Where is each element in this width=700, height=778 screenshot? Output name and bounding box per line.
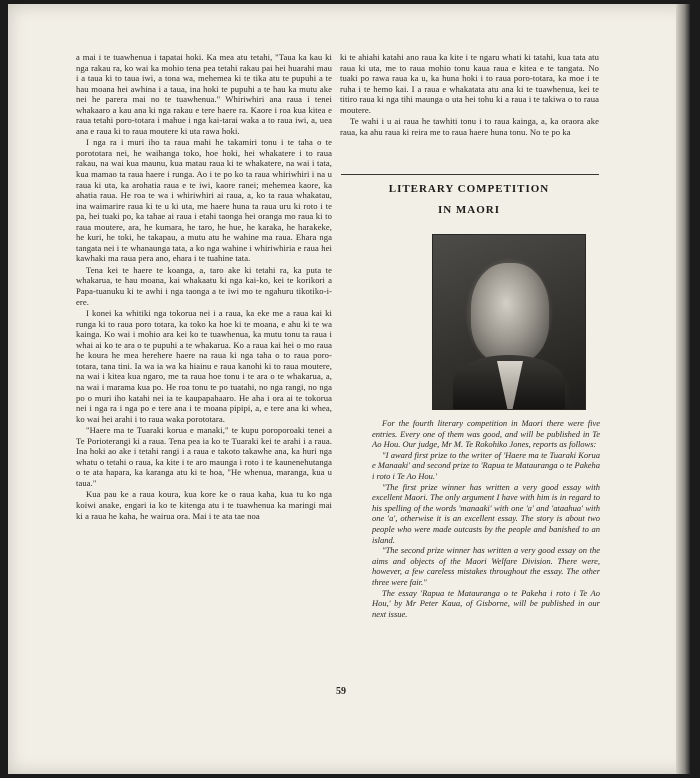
article-paragraph-5: The essay 'Rapua te Matauranga o te Pakeha i roto i Te Ao Hou,' by Mr Peter Kaua, of Gisborne, will be published in our next issue. [372,587,600,619]
story-paragraph-4: I konei ka whitiki nga tokorua nei i a raua, ka eke me a raua kai ki runga ki to raua poro totara, ka toko ka hoe ki te moana, e ahu ki te wa kainga. Ko wai i mohio ara kei ko te tuawhenua, ka mutu tonu ta raua i whai ai ko te ara o te pupuhi a te whakarua. Ko a raua kai hei o mo raua he koura he mea herehere haere na raua ki nga taha o to raua poro-totara, tana tini. Ia wa ia wa ka hiainu e raua kanohi ki to raua moutere, na wai i kitea kua ngaro, me ta raua hoe tonu i te ara o te whakarua, a, na wai i marama kua po. He roa tonu te po tuatahi, no nga rangi, no nga po o muri iho katahi nei ia te kaupapahaaro. He aha i ora ai te tokorua nei i nga ra i nga po e tere ana i te moana pipipi, a, e tere ana ki whea, ko wai hei arahi i to raua waka porototara. [76,308,332,424]
story-continued-paragraph-1: ki te ahiahi katahi ano raua ka kite i te ngaru whati ki tatahi, kua tata atu raua ki uta, me to raua mohio tonu kaua raua e kitea e te tangata. No tuaki po rawa raua ka u, ka huna hoki i to raua poro-totara, ka moe i te ruha i te hemo kai. I a raua e whakatata atu ana ki te tuawhenua, kei te titiro raua ki nga tihi maunga o uta hei tohu ki a raua i te takiwa o to raua moutere. [340,52,599,115]
page-number: 59 [336,686,346,697]
story-continued-paragraph-2: Te wahi i u ai raua he tawhiti tonu i to raua kainga, a, ka oraora ake raua, ka ahu raua ki reira me to raua haere huna tonu. No te po ka [340,116,599,137]
article-paragraph-1: For the fourth literary competition in Maori there were five entries. Every one of them was good, and will be published in Te Ao Hou. Our judge, Mr M. Te Rokohiko Jones, reports as follows: [372,418,600,450]
right-column-story-continued [340,52,599,138]
competition-article [372,418,600,619]
story-paragraph-2: I nga ra i muri iho ta raua mahi he takamiri tonu i te taha o te porototara nei, he waihanga toko, hoe hoki, hei whakatere i to raua rakau, na wai kua maunu, kua matau raua ki te whakatere, na wai i tata, kua mamao ta raua haere i runga. Ao i te po ko ta raua whiriwhiri i na u raua ki uta, ka arohatia raua e te iwi, kaore ranei; mehemea kaore, ka ahatia raua. He roa te wa i whiriwhiri ai raua, a, ko ta raua whakatau, ina waimarire raua ki te u ki uta, me haere huna ta raua uru ki roto i te pa, hei tuaki po, ka tahae ai raua i etahi taonga hei oranga mo raua ki to raua moutere, ara, he kumara, he taro, he hue, he karaka, he harakeke, he kuri, he toki, he takapau, a mutu atu he wahine ma raua. Ehara nga tangata nei i te whanaunga tata, a ko nga wahine i whiriwhiria e raua hei kawhaki ma raua pera ano, ehara i te tuahine tata. [76,137,332,264]
portrait-face [471,263,549,363]
headline-line-2: IN MAORI [437,204,500,216]
article-paragraph-3: "The first prize winner has written a very good essay with excellent Maori. The only argument I have with him is in regard to his spelling of the words 'manaaki' with one 'a' and 'ataahua' with one 'a', otherwise it is an excellent essay. The story is about two people who were made outcasts by the people and banished to an island. [372,481,600,545]
section-divider-top [341,174,599,175]
left-column-story [76,52,332,522]
article-paragraph-4: "The second prize winner has written a very good essay on the aims and objects of the Maori Welfare Division. There were, however, a few careless mistakes throughout the essay. The other three were fair." [372,545,600,587]
page-binding-shadow [676,4,690,774]
story-paragraph-5: "Haere ma te Tuaraki korua e manaki," te kupu poroporoaki tenei a Te Porioterangi ki a raua. Tena pea ia ko te Tuaraki kei te arahi i a raua. Ina hoki ao ake i tetahi rangi i a raua e takoto takawhe ana, ka huri nga whatu o tetahi o raua, ka kite i te aro maunga i roto i te kaunenehutanga o te ata hapara, ka karanga atu ki te hoa, "He whenua, maranga, kua u taua." [76,425,332,488]
story-paragraph-6: Kua pau ke a raua koura, kua kore ke o raua kaha, kua tu ko nga koiwi anake, engari ia ko te kitenga atu i te tuawhenua ka maringi mai ki a raua he kaha, he wairua ora. Mai i te ata tae noa [76,489,332,521]
magazine-page [8,4,690,774]
article-paragraph-2: "I award first prize to the writer of 'Haere ma te Tuaraki Korua e Manaaki' and second prize to 'Rapua te Matauranga o te Pakeha i roto i Te Ao Hou.' [372,449,600,481]
story-paragraph-1: a mai i te tuawhenua i tapatai hoki. Ka mea atu tetahi, "Taua ka kau ki nga rakau ra, ko wai ka mohio tena pea tetahi rakau pai hei huarahi mau i a taua ki to taua iwi, a tona wa, mehemea ki te tika atu te pupuhi a te hau moana hei awhina i a taua, ina hoki te pupuhi a te hau ka mutu ake nei he parera mai no te tuawhenua." Whiriwhiri ana raua i tenei whakaaro a kau ana ki nga rakau e tere haere ra. Kaore i roa kua kitea e raua tetahi poro-totara i mahue i nga kai-tarai waka a to raua iwi, a, uea ana e raua ki to raua moutere ki uta rawa hoki. [76,52,332,136]
judge-portrait-photo [432,234,586,410]
headline-line-1: LITERARY COMPETITION [388,183,550,195]
story-paragraph-3: Tena kei te haere te koanga, a, taro ake ki tetahi ra, ka puta te whakarua, te hau moana, kai whakaatu ki nga kai-ko, kei te korikori a Papa-tuanuku ki te awhi i nga taonga a te iwi mo te ngahuru tikotiko-i-ere. [76,264,332,307]
